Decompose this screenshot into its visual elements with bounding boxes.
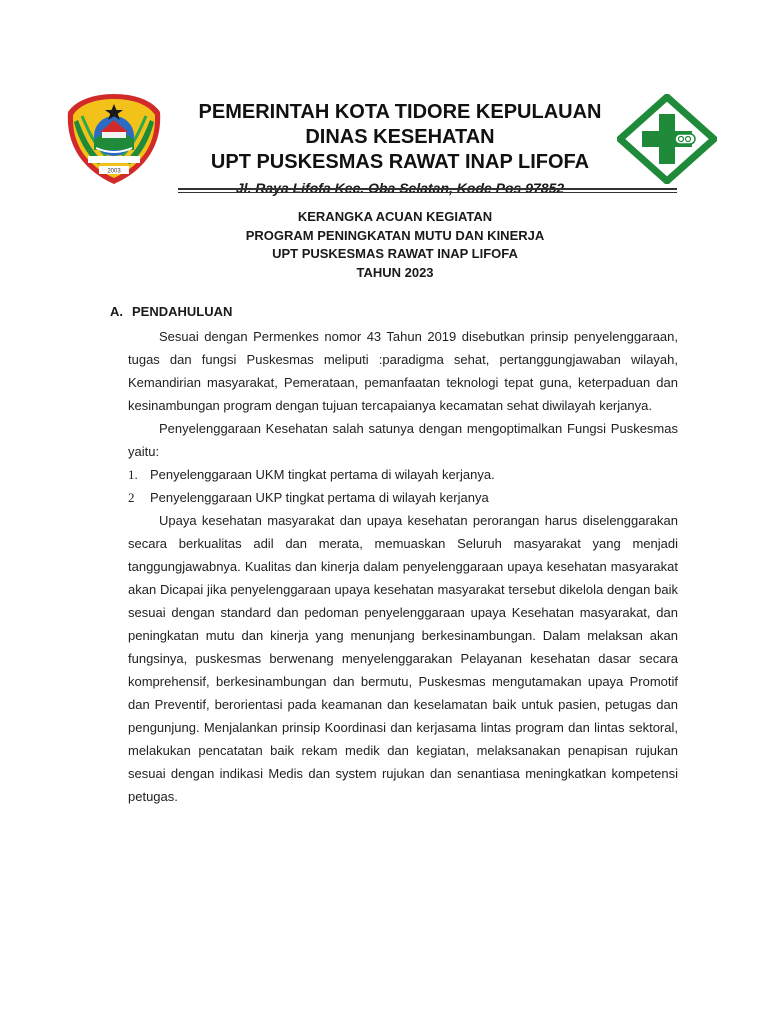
- letterhead: [0, 0, 768, 200]
- paragraph-1: Sesuai dengan Permenkes nomor 43 Tahun 2019 disebutkan prinsip penyelenggaraan, tugas dan fungsi Puskesmas meliputi :paradigma sehat, pertanggungjawaban wilayah, Kemandirian masyarakat, Pemerataan, pemanfaatan teknologi tepat guna, keterpaduan dan kesinambungan program dengan tujuan tercapaianya kecamatan sehat diwilayah kerjanya.: [128, 329, 678, 413]
- paragraph-2: Penyelenggaraan Kesehatan salah satunya dengan mengoptimalkan Fungsi Puskesmas yaitu:: [128, 421, 678, 459]
- letterhead-divider-thick: [178, 188, 677, 190]
- department-name: DINAS KESEHATAN: [305, 126, 495, 148]
- title-line-3: UPT PUSKESMAS RAWAT INAP LIFOFA: [272, 246, 518, 261]
- document-title: [130, 208, 660, 282]
- institution-address: Jl. Raya Lifofa Kec. Oba Selatan, Kode Pos 97852: [235, 180, 565, 196]
- title-line-4: TAHUN 2023: [356, 264, 434, 280]
- list-number: 2: [128, 490, 135, 505]
- title-line-2: PROGRAM PENINGKATAN MUTU DAN KINERJA: [245, 227, 545, 243]
- list-number: 1.: [128, 467, 138, 482]
- city-emblem-icon: [64, 90, 164, 186]
- list-item: [128, 463, 678, 486]
- section-number: A.: [110, 304, 123, 319]
- title-line-1: KERANGKA ACUAN KEGIATAN: [297, 209, 493, 224]
- section-a-body: [128, 325, 678, 808]
- list-text: Penyelenggaraan UKM tingkat pertama di wilayah kerjanya.: [150, 467, 495, 482]
- svg-text:2003: 2003: [107, 168, 121, 175]
- section-title: PENDAHULUAN: [132, 304, 233, 319]
- section-a-heading: [110, 303, 232, 321]
- letterhead-text: [160, 100, 640, 198]
- list-text: Penyelenggaraan UKP tingkat pertama di wilayah kerjanya: [150, 490, 489, 505]
- institution-name: UPT PUSKESMAS RAWAT INAP LIFOFA: [210, 151, 590, 173]
- government-name: PEMERINTAH KOTA TIDORE KEPULAUAN: [198, 101, 602, 123]
- letterhead-divider-thin: [178, 192, 677, 193]
- list-item: [128, 486, 678, 509]
- paragraph-3: Upaya kesehatan masyarakat dan upaya kesehatan perorangan harus diselenggarakan secara berkualitas adil dan merata, memuaskan Seluruh masyarakat yang menjadi tanggungjawabnya. Kualitas dan kinerja dalam penyelenggaraan upaya kesehatan masyarakat akan Dicapai jika penyelenggaraan upaya kesehatan masyarakat tersebut dikelola dengan baik sesuai dengan standard dan pedoman penyelenggaraan upaya Kesehatan masyarakat, dan peningkatan mutu dan kinerja yang menunjang berkesinambungan. Dalam melaksan akan fungsinya, puskesmas berwenang menyelenggarakan Pelayanan kesehatan dasar secara komprehensif, berkesinambungan dan bermutu, Puskesmas mengutamakan upaya Promotif dan Preventif, berorientasi pada keamanan dan keselamatan baik untuk pasien, petugas dan pengunjung. Menjalankan prinsip Koordinasi dan kerjasama lintas program dan lintas sektoral, melakukan pencatatan baik rekam medik dan kegiatan, melaksanakan penapisan rujukan sesuai dengan indikasi Medis dan system rujukan dan senantiasa meningkatkan kompetensi petugas.: [128, 513, 678, 804]
